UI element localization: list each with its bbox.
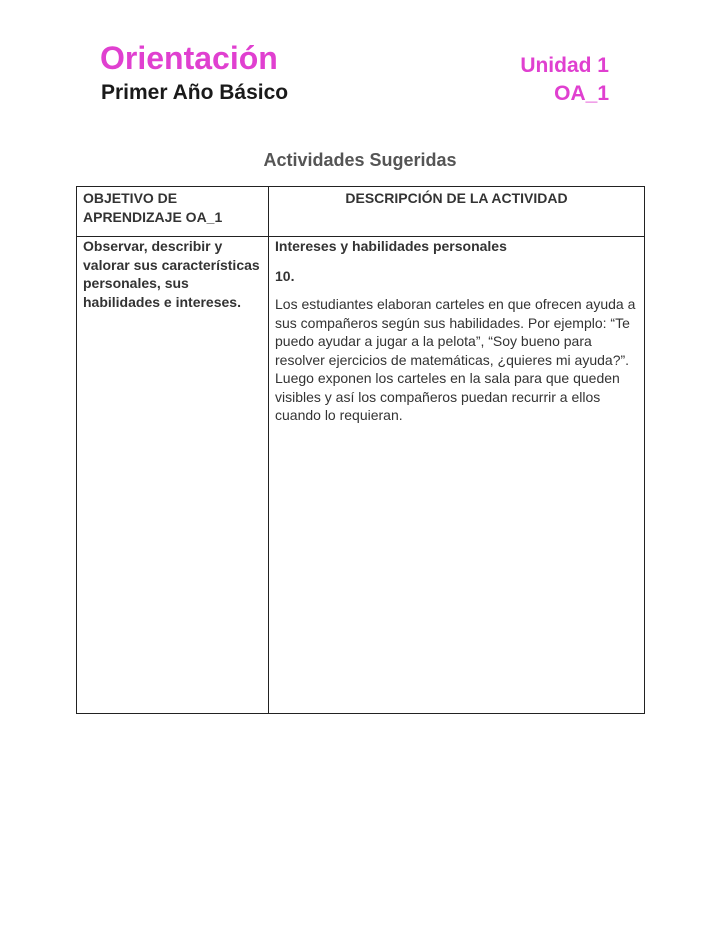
- activities-table: [76, 186, 645, 714]
- table-row: [77, 237, 645, 714]
- activity-description: Los estudiantes elaboran carteles en que ofrecen ayuda a sus compañeros según sus habilidades. Por ejemplo: “Te puedo ayudar a jugar a la pelota”, “Soy bueno para resolver ejercicios de matemáticas, ¿quieres mi ayuda?”. Luego exponen los carteles en la sala para que queden visibles y así los compañeros puedan recurrir a ellos cuando lo requieran.: [275, 296, 636, 423]
- activity-number: 10.: [275, 267, 295, 284]
- description-cell: [269, 237, 645, 714]
- page-title: Orientación: [100, 40, 278, 76]
- section-title: Actividades Sugeridas: [263, 150, 457, 170]
- oa-code-label: OA_1: [554, 82, 609, 105]
- objective-header: OBJETIVO DE APRENDIZAJE OA_1: [77, 187, 269, 237]
- objective-cell: Observar, describir y valorar sus características personales, sus habilidades e intereses.: [77, 237, 269, 714]
- description-header: DESCRIPCIÓN DE LA ACTIVIDAD: [269, 187, 645, 237]
- activity-title: Intereses y habilidades personales: [275, 238, 507, 254]
- grade-subtitle: Primer Año Básico: [101, 81, 289, 104]
- table-header-row: [77, 187, 645, 237]
- unit-label: Unidad 1: [520, 54, 609, 77]
